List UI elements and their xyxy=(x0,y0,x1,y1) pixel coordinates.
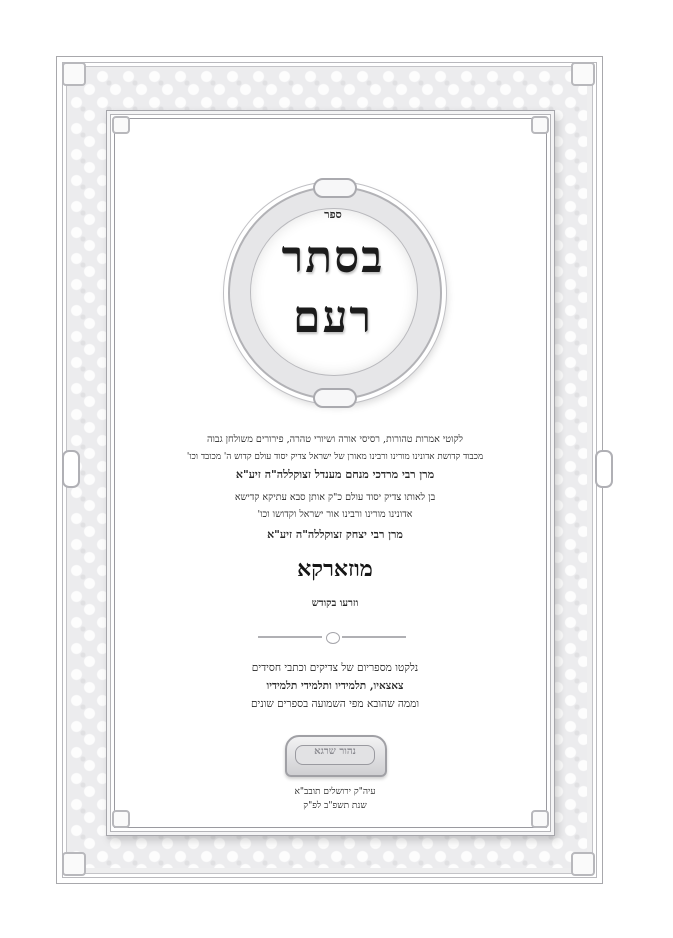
publisher-logo xyxy=(285,735,387,777)
corner-ornament-icon xyxy=(112,116,130,134)
divider-ornament xyxy=(258,632,406,642)
description-line: אדונינו מורינו ורבינו אור ישראל וקדושו וכו' xyxy=(257,509,413,520)
divider-bar xyxy=(342,636,406,638)
corner-ornament-icon xyxy=(62,62,86,86)
corner-ornament-icon xyxy=(531,116,549,134)
corner-ornament-icon xyxy=(531,810,549,828)
collected-line: נלקטו מספריום של צדיקים וכתבי חסידים xyxy=(251,662,419,674)
rabbi-name-line: מרן רבי יצחק זצוקללה"ה זיע"א xyxy=(267,528,403,541)
collected-line: וממה שהובא מפי השמועה בספרים שונים xyxy=(250,698,420,710)
description-line: בן לאותו צדיק יסוד עולם כ"ק אותן סבא עתיקא קדישא xyxy=(234,492,436,503)
collected-line: צאצאיו, תלמידיו ותלמידי תלמידיו xyxy=(266,680,404,692)
medallion-bottom-ornament-icon xyxy=(313,388,357,408)
corner-ornament-icon xyxy=(571,852,595,876)
description-line: מכבוד קדושת אדונינו מורינו ורבינו מאורן של ישראל צדיק יסוד עולם קדוש ה' מכובד וכו' xyxy=(186,452,484,462)
sefer-label: ספר xyxy=(324,208,342,221)
book-title-line1: בסתר xyxy=(281,232,385,283)
side-ornament-icon xyxy=(595,450,613,488)
corner-ornament-icon xyxy=(112,810,130,828)
corner-ornament-icon xyxy=(62,852,86,876)
medallion-top-ornament-icon xyxy=(313,178,357,198)
year-line: שנת תשפ"ב לפ"ק xyxy=(303,801,367,811)
corner-ornament-icon xyxy=(571,62,595,86)
description-line: לקוטי אמרות טהורות, רסיסי אורה ושיורי טהרה, פירורים משולחן גבוה xyxy=(207,434,463,445)
divider-center-ornament-icon xyxy=(326,632,340,644)
rabbi-name-line: מרן רבי מרדכי מנחם מענדל זצוקללה"ה זיע"א xyxy=(235,468,435,481)
divider-bar xyxy=(258,636,322,638)
descendants-line: וזרעו בקודש xyxy=(311,598,359,609)
book-title-line2: רעם xyxy=(293,292,373,343)
dynasty-name: מוזארקא xyxy=(297,556,373,582)
side-ornament-icon xyxy=(62,450,80,488)
publisher-logo-text: נהור שרגא xyxy=(314,746,356,757)
city-line: עיה"ק ירושלים תובב"א xyxy=(294,787,376,797)
